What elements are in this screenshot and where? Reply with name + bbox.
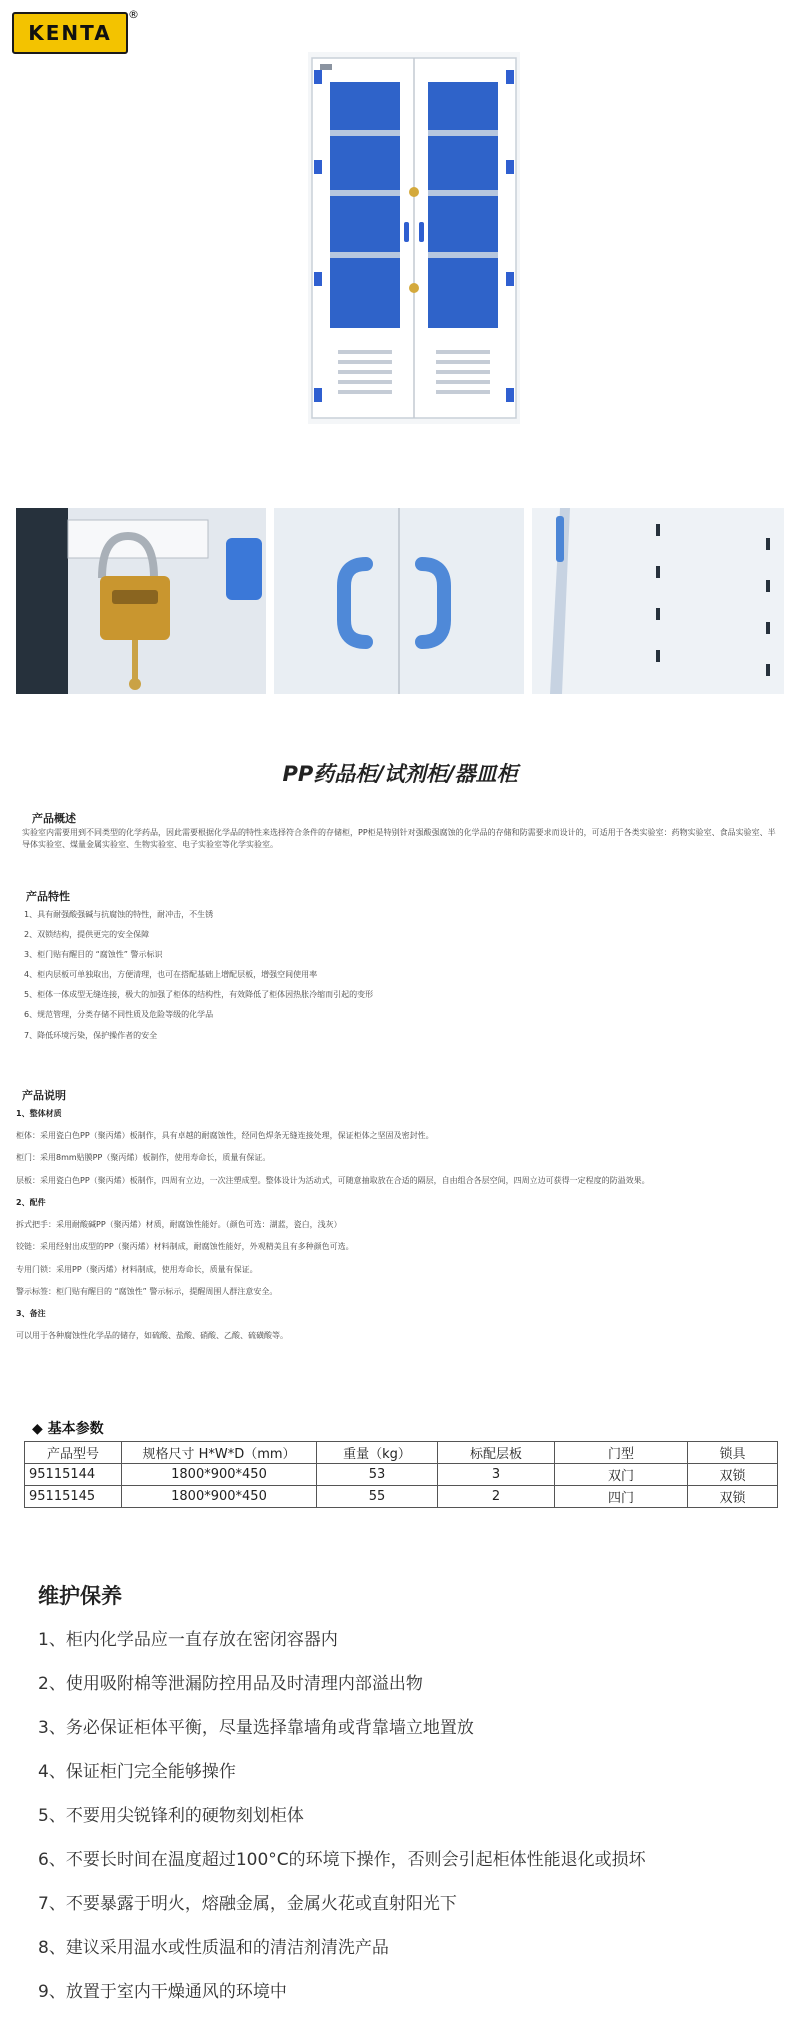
table-cell: 3 [438,1464,555,1486]
padlock-detail-image [16,508,266,694]
description-line: 拆式把手：采用耐酸碱PP（聚丙烯）材质，耐腐蚀性能好。（颜色可选：湖蓝，瓷白，浅灰） [16,1220,342,1229]
hinge-detail-image [532,508,784,694]
table-cell: 53 [317,1464,438,1486]
brand-logo [12,12,128,54]
description-line: 专用门锁：采用PP（聚丙烯）材料制成，使用寿命长，质量有保证。 [16,1265,258,1274]
maintenance-item: 9、放置于室内干燥通风的环境中 [38,1982,287,2002]
description-section-title: 1、整体材质 [16,1109,62,1118]
spec-col-header: 规格尺寸 H*W*D（mm） [122,1442,317,1464]
table-cell: 1800*900*450 [122,1464,317,1486]
table-cell: 95115144 [25,1464,122,1486]
feature-item: 6、规范管理，分类存储不同性质及危险等级的化学品 [24,1010,214,1019]
table-cell: 1800*900*450 [122,1486,317,1508]
maintenance-item: 7、不要暴露于明火，熔融金属，金属火花或直射阳光下 [38,1894,457,1914]
table-cell: 2 [438,1486,555,1508]
spec-col-header: 门型 [555,1442,688,1464]
description-line: 柜门：采用8mm贴膜PP（聚丙烯）板制作，使用寿命长，质量有保证。 [16,1153,271,1162]
maintenance-item: 4、保证柜门完全能够操作 [38,1762,236,1782]
description-line: 警示标签：柜门贴有醒目的 “腐蚀性” 警示标示，提醒周围人群注意安全。 [16,1287,278,1296]
table-row [25,1464,778,1486]
spec-col-header: 产品型号 [25,1442,122,1464]
feature-item: 1、具有耐强酸强碱与抗腐蚀的特性，耐冲击，不生锈 [24,910,214,919]
registered-mark: ® [128,8,139,21]
table-cell: 双锁 [688,1464,778,1486]
spec-col-header: 重量（kg） [317,1442,438,1464]
description-line: 层板：采用瓷白色PP（聚丙烯）板制作，四周有立边，一次注塑成型。整体设计为活动式，可随意抽取放在合适的隔层，自由组合各层空间，四周立边可获得一定程度的防溢效果。 [16,1176,650,1185]
params-heading: ◆ 基本参数 [32,1421,104,1437]
maintenance-item: 6、不要长时间在温度超过100°C的环境下操作，否则会引起柜体性能退化或损坏 [38,1850,646,1870]
table-cell: 双门 [555,1464,688,1486]
feature-item: 7、降低环境污染，保护操作者的安全 [24,1031,158,1040]
description-line: 柜体：采用瓷白色PP（聚丙烯）板制作，具有卓越的耐腐蚀性，经同色焊条无缝连接处理，保证柜体之坚固及密封性。 [16,1131,434,1140]
page-title: PP药品柜/试剂柜/器皿柜 [282,762,518,786]
feature-item: 4、柜内层板可单独取出，方便清理，也可在搭配基础上增配层板，增强空间使用率 [24,970,318,979]
description-line: 可以用于各种腐蚀性化学品的储存，如硫酸、盐酸、硝酸、乙酸、硫磺酸等。 [16,1331,288,1340]
table-cell: 四门 [555,1486,688,1508]
maintenance-item: 5、不要用尖锐锋利的硬物刻划柜体 [38,1806,304,1826]
spec-col-header: 锁具 [688,1442,778,1464]
table-row [25,1486,778,1508]
feature-item: 2、双锁结构，提供更完的安全保障 [24,930,150,939]
spec-header-row [25,1442,778,1464]
spec-col-header: 标配层板 [438,1442,555,1464]
maintenance-item: 8、建议采用温水或性质温和的清洁剂清洗产品 [38,1938,389,1958]
table-cell: 55 [317,1486,438,1508]
description-section-title: 2、配件 [16,1198,46,1207]
overview-text: 实验室内需要用到不同类型的化学药品，因此需要根据化学品的特性来选择符合条件的存储柜，PP柜是特别针对强酸强腐蚀的化学品的存储和防需要求而设计的，可适用于各类实验室：药物实验室、食品实验室、半导体实验室、煤量金属实验室、生物实验室、电子实验室等化学实验室。 [22,828,776,849]
table-cell: 双锁 [688,1486,778,1508]
maintenance-item: 1、柜内化学品应一直存放在密闭容器内 [38,1630,338,1650]
description-line: 铰链：采用经射出成型的PP（聚丙烯）材料制成，耐腐蚀性能好，外观精美且有多种颜色可选。 [16,1242,354,1251]
feature-item: 5、柜体一体成型无缝连接，极大的加强了柜体的结构性，有效降低了柜体因热胀冷缩而引起的变形 [24,990,374,999]
description-heading: 产品说明 [22,1089,66,1102]
maintenance-heading: 维护保养 [38,1584,122,1608]
maintenance-item: 3、务必保证柜体平衡，尽量选择靠墙角或背靠墙立地置放 [38,1718,474,1738]
spec-table [24,1441,778,1508]
description-section-title: 3、备注 [16,1309,46,1318]
features-heading: 产品特性 [26,890,70,903]
table-cell: 95115145 [25,1486,122,1508]
handle-detail-image [274,508,524,694]
brand-logo-text: KENTA [28,21,112,45]
maintenance-item: 2、使用吸附棉等泄漏防控用品及时清理内部溢出物 [38,1674,423,1694]
feature-item: 3、柜门贴有醒目的 “腐蚀性” 警示标识 [24,950,163,959]
cabinet-product-image [308,52,520,424]
overview-heading: 产品概述 [32,812,76,825]
